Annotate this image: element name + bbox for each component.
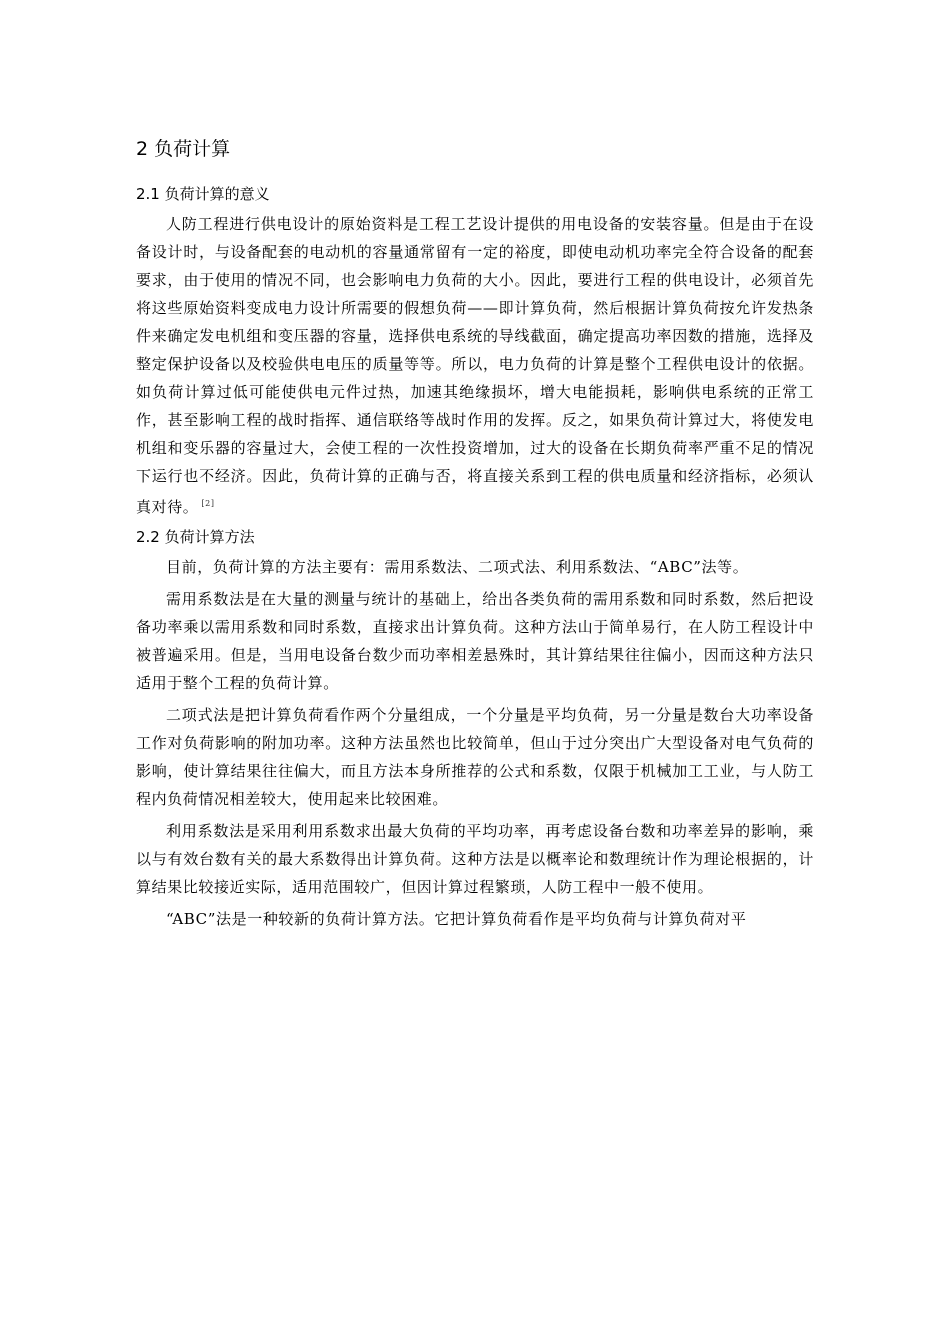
paragraph-significance <box>136 210 814 521</box>
section-title-significance: 2.1 负荷计算的意义 <box>136 185 270 203</box>
paragraph-demand-factor: 需用系数法是在大量的测量与统计的基础上，给出各类负荷的需用系数和同时系数，然后把设备功率乘以需用系数和同时系数，直接求出计算负荷。这种方法山于简单易行，在人防工程设计中被普遍采用。但是，当用电设备台数少而功率相差悬殊时，其计算结果往往偏小，因而这种方法只适用于整个工程的负荷计算。 <box>136 590 814 692</box>
document-page <box>136 130 814 937</box>
citation-ref[interactable]: [2] <box>201 499 215 508</box>
paragraph-binomial: 二项式法是把计算负荷看作两个分量组成，一个分量是平均负荷，另一分量是数台大功率设备工作对负荷影响的附加功率。这种方法虽然也比较简单，但山于过分突出广大型设备对电气负荷的影响，使计算结果往往偏大，而且方法本身所推荐的公式和系数，仅限于机械加工工业，与人防工程内负荷情况相差较大，使用起来比较困难。 <box>136 706 814 808</box>
chapter-title: 2 负荷计算 <box>136 138 231 160</box>
paragraph-significance-text: 人防工程进行供电设计的原始资料是工程工艺设计提供的用电设备的安装容量。但是由于在设备设计时，与设备配套的电动机的容量通常留有一定的裕度，即使电动机功率完全符合设备的配套要求，由于使用的情况不同，也会影响电力负荷的大小。因此，要进行工程的供电设计，必须首先将这些原始资料变成电力设计所需要的假想负荷——即计算负荷，然后根据计算负荷按允许发热条件来确定发电机组和变压器的容量，选择供电系统的导线截面，确定提高功率因数的措施，选择及整定保护设备以及校验供电电压的质量等等。所以，电力负荷的计算是整个工程供电设计的依据。如负荷计算过低可能使供电元件过热，加速其绝缘损坏，增大电能损耗，影响供电系统的正常工作，甚至影响工程的战时指挥、通信联络等战时作用的发挥。反之，如果负荷计算过大，将使发电机组和变乐器的容量过大，会使工程的一次性投资增加，过大的设备在长期负荷率严重不足的情况下运行也不经济。因此，负荷计算的正确与否，将直接关系到工程的供电质量和经济指标，必须认真对待。 <box>136 215 814 516</box>
paragraph-utilization-factor: 利用系数法是采用利用系数求出最大负荷的平均功率，再考虑设备台数和功率差异的影响，乘以与有效台数有关的最大系数得出计算负荷。这种方法是以概率论和数理统计作为理论根据的，计算结果比较接近实际，适用范围较广，但因计算过程繁琐，人防工程中一般不使用。 <box>136 822 814 896</box>
section-title-methods: 2.2 负荷计算方法 <box>136 528 255 546</box>
paragraph-abc: “ABC”法是一种较新的负荷计算方法。它把计算负荷看作是平均负荷与计算负荷对平 <box>166 910 747 928</box>
paragraph-methods-intro: 目前，负荷计算的方法主要有：需用系数法、二项式法、利用系数法、“ABC”法等。 <box>166 558 749 576</box>
